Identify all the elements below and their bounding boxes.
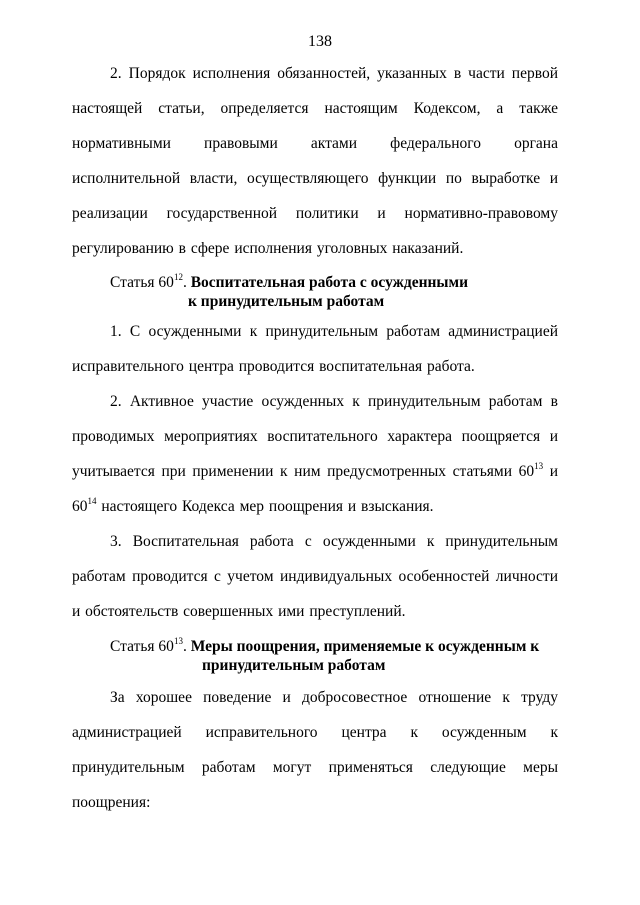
article-number: Статья 60 [110, 274, 174, 291]
article-60-13-heading: Статья $60^{13}$. Меры поощрения, применяемые к осужденным к принудительным работам [110, 635, 540, 674]
article-number: Статья 60 [110, 638, 174, 655]
article-60-12-heading: Статья $60^{12}$. Воспитательная работа с осужденными к принудительным работам [110, 271, 469, 310]
paragraph-60-12-2: 2. Активное участие осужденных к принудительным работам в проводимых мероприятиях воспитательного характера поощряется и учитывается при применении к ним предусмотренных статьями $60^{13}$ и $60^{14}$ настоящего Кодекса мер поощрения и взыскания. [72, 393, 558, 515]
superscript-14: 14 [87, 495, 97, 506]
page-number: 138 [308, 33, 332, 50]
paragraph-60-13-intro: За хорошее поведение и добросовестное отношение к труду администрацией исправительного центра к осужденным к принудительным работам могут применяться следующие меры поощрения: [72, 689, 558, 811]
paragraph-60-12-3: 3. Воспитательная работа с осужденными к принудительным работам проводится с учетом индивидуальных особенностей личности и обстоятельств совершенных ими преступлений. [72, 533, 558, 620]
article-title-line-1: Меры поощрения, применяемые к осужденным к [190, 638, 540, 655]
superscript-13: 13 [534, 460, 544, 471]
article-title-line-2: к принудительным работам [188, 293, 385, 310]
paragraph-part-2: 2. Порядок исполнения обязанностей, указанных в части первой настоящей статьи, определяется настоящим Кодексом, а также нормативными правовыми актами федерального органа исполнительной власти, осуществляющего функции по выработке и реализации государственной политики и нормативно-правовому регулированию в сфере исполнения уголовных наказаний. [72, 65, 558, 257]
paragraph-60-12-1: 1. С осужденными к принудительным работам администрацией исправительного центра проводится воспитательная работа. [72, 323, 558, 375]
article-title-line-2: принудительным работам [202, 657, 386, 674]
article-superscript: 12 [173, 271, 183, 282]
article-superscript: 13 [173, 635, 183, 646]
article-title-line-1: Воспитательная работа с осужденными [190, 274, 469, 291]
